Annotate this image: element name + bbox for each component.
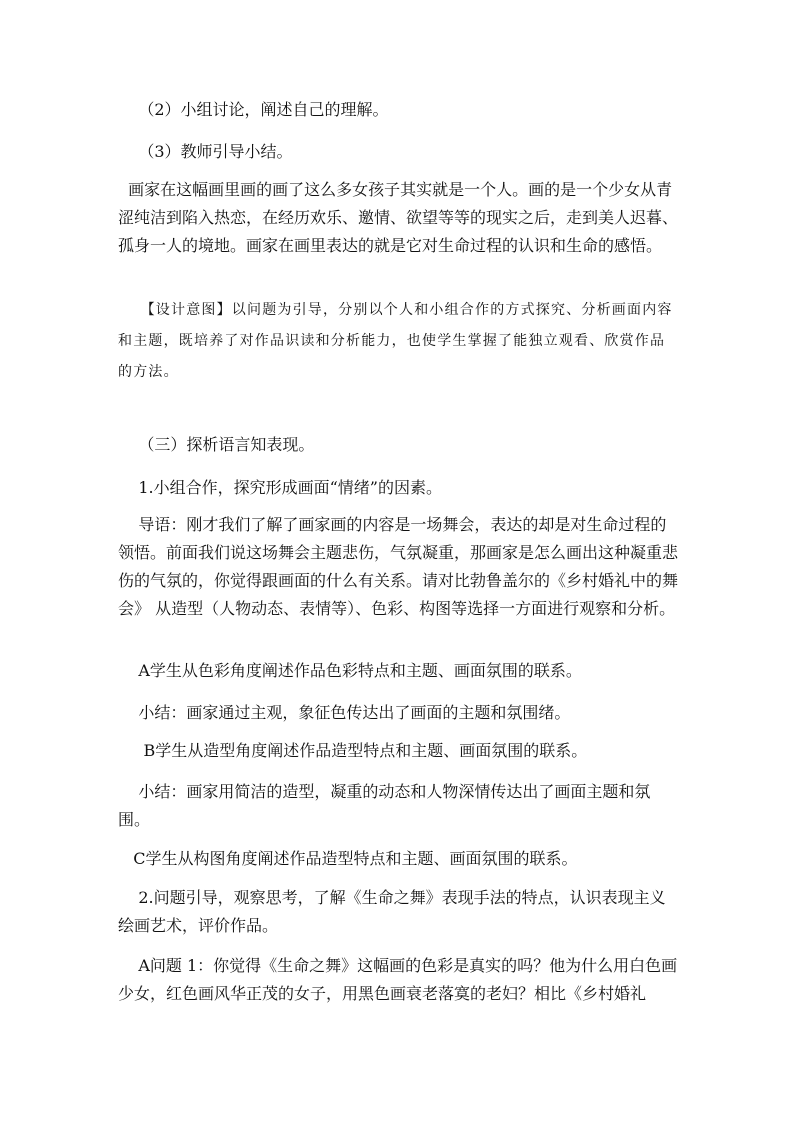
paragraph-color-analysis: A学生从色彩角度阐述作品色彩特点和主题、画面氛围的联系。	[118, 661, 582, 680]
paragraph-question-guidance: 2.问题引导，观察思考，了解《生命之舞》表现手法的特点，认识表现主义绘画艺术，评价作品。	[118, 888, 666, 935]
paragraph-form-summary: 小结：画家用简洁的造型，凝重的动态和人物深情传达出了画面主题和氛围。	[118, 782, 651, 829]
section-heading-language-expression: （三）探析语言知表现。	[118, 435, 315, 454]
paragraph-teacher-summary: （3）教师引导小结。	[118, 142, 293, 161]
paragraph-group-discussion: （2）小组讨论，阐述自己的理解。	[118, 100, 389, 119]
paragraph-painting-interpretation: 画家在这幅画里画的画了这么多女孩子其实就是一个人。画的是一个少女从青涩纯洁到陷入热恋，在经历欢乐、邀情、欲望等等的现实之后，走到美人迟暮、孤身一人的境地。画家在画里表达的就是它对生命过程的认识和生命的感悟。	[118, 180, 679, 255]
paragraph-introduction: 导语：刚才我们了解了画家画的内容是一场舞会，表达的却是对生命过程的领悟。前面我们说这场舞会主题悲伤，气氛凝重，那画家是怎么画出这种凝重悲伤的气氛的，你觉得跟画面的什么有关系。请对比勃鲁盖尔的《乡村婚礼中的舞会》 从造型（人物动态、表情等）、色彩、构图等选择一方面进行观察和分析。	[118, 515, 679, 618]
paragraph-group-cooperation: 1.小组合作，探究形成画面“情绪”的因素。	[118, 478, 442, 497]
paragraph-question-one: A问题 1：你觉得《生命之舞》这幅画的色彩是真实的吗？他为什么用白色画少女，红色画风华正茂的女子，用黑色画衰老落寞的老妇？相比《乡村婚礼	[118, 956, 678, 1003]
paragraph-composition-analysis: C学生从构图角度阐述作品造型特点和主题、画面氛围的联系。	[118, 849, 578, 868]
paragraph-design-intent: 【设计意图】以问题为引导，分别以个人和小组合作的方式探究、分析画面内容和主题，既培养了对作品识读和分析能力，也使学生掌握了能独立观看、欣赏作品的方法。	[118, 302, 673, 380]
paragraph-form-analysis: B学生从造型角度阐述作品造型特点和主题、画面氛围的联系。	[118, 741, 588, 760]
paragraph-color-summary: 小结：画家通过主观，象征色传达出了画面的主题和氛围绪。	[118, 703, 571, 722]
